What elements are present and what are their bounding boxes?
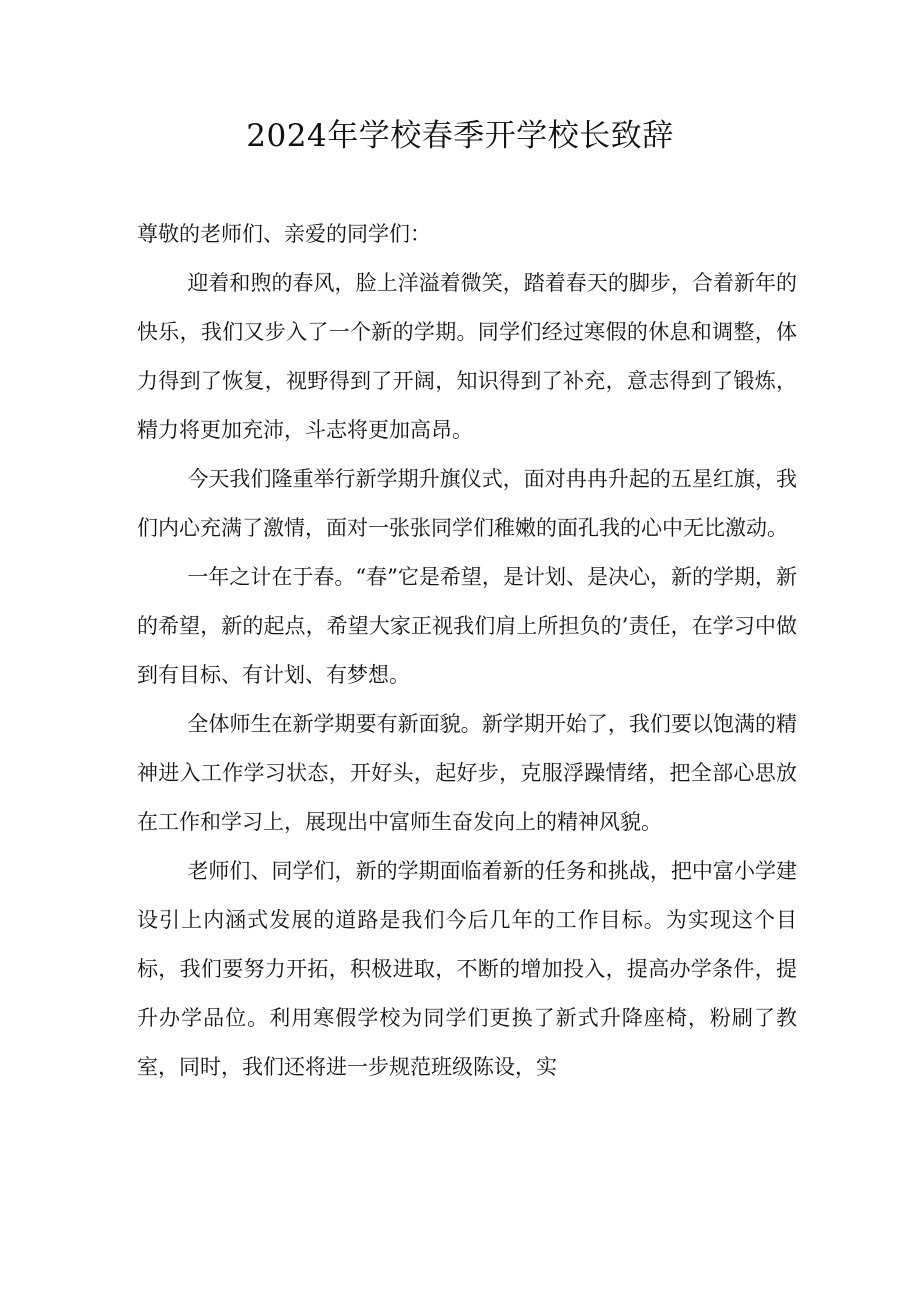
- document-body: [137, 210, 797, 1092]
- paragraph-2: 今天我们隆重举行新学期升旗仪式，面对冉冉升起的五星红旗，我们内心充满了激情，面对一张张同学们稚嫩的面孔我的心中无比激动。: [137, 467, 797, 540]
- paragraph-1: 迎着和煦的春风，脸上洋溢着微笑，踏着春天的脚步，合着新年的快乐，我们又步入了一个新的学期。同学们经过寒假的休息和调整，体力得到了恢复，视野得到了开阔，知识得到了补充，意志得到了锻炼，精力将更加充沛，斗志将更加高昂。: [137, 271, 797, 442]
- document-title: 2024年学校春季开学校长致辞: [246, 118, 674, 154]
- salutation: 尊敬的老师们、亲爱的同学们：: [137, 222, 431, 246]
- paragraph-3: 一年之计在于春。“春”它是希望，是计划、是决心，新的学期，新的希望，新的起点，希望大家正视我们肩上所担负的’责任，在学习中做到有目标、有计划、有梦想。: [137, 565, 797, 687]
- paragraph-4: 全体师生在新学期要有新面貌。新学期开始了，我们要以饱满的精神进入工作学习状态，开好头，起好步，克服浮躁情绪，把全部心思放在工作和学习上，展现出中富师生奋发向上的精神风貌。: [137, 712, 797, 834]
- paragraph-5: 老师们、同学们，新的学期面临着新的任务和挑战，把中富小学建设引上内涵式发展的道路是我们今后几年的工作目标。为实现这个目标，我们要努力开拓，积极进取，不断的增加投入，提高办学条件，提升办学品位。利用寒假学校为同学们更换了新式升降座椅，粉刷了教室，同时，我们还将进一步规范班级陈设，实: [137, 859, 797, 1079]
